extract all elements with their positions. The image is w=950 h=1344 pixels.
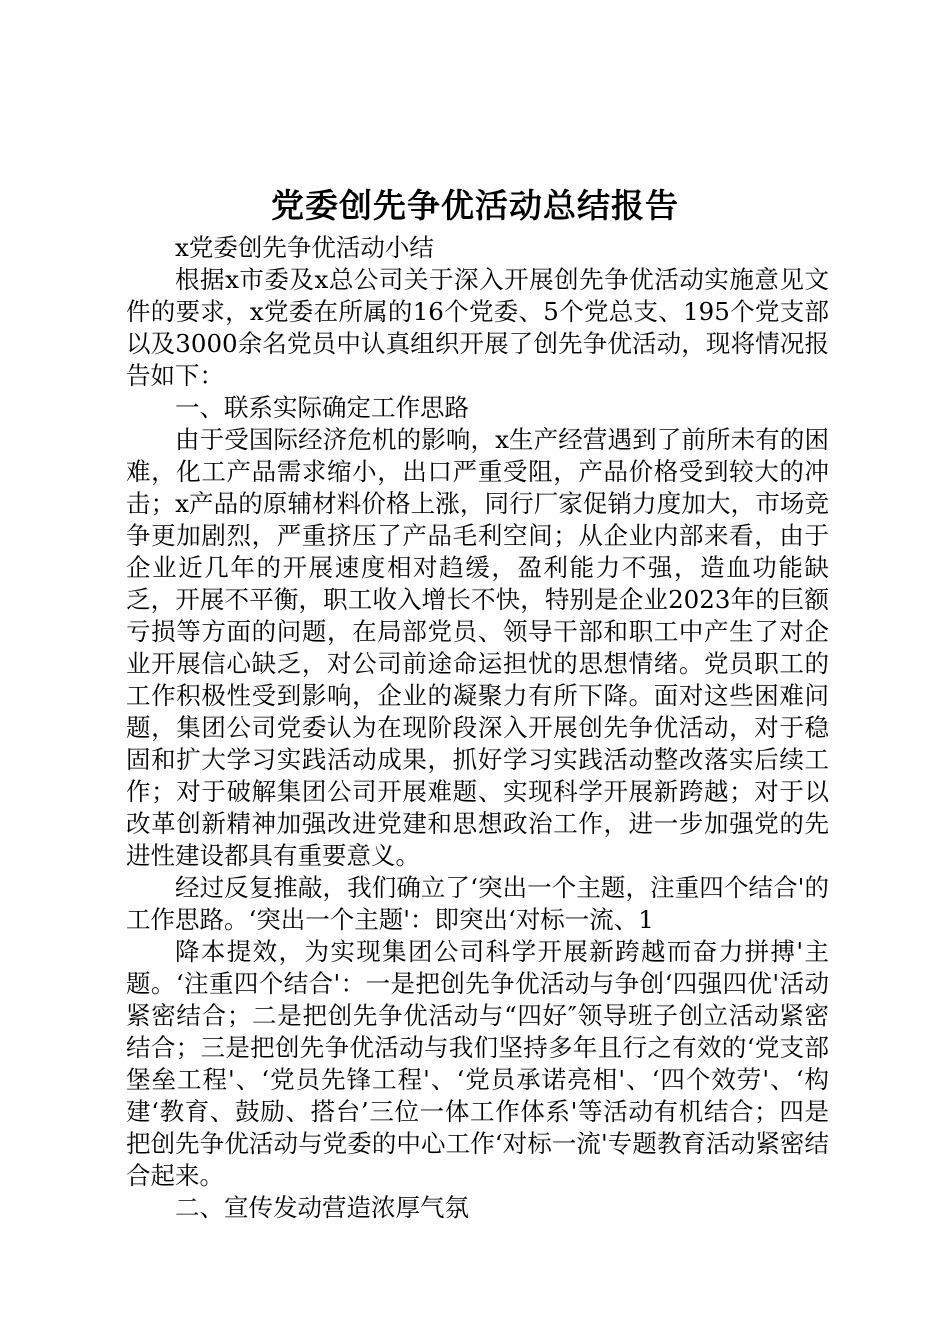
intro-paragraph: 根据x市委及x总公司关于深入开展创先争优活动实施意见文件的要求，x党委在所属的16个党委、5个党总支、195个党支部以及3000余名党员中认真组织开展了创先争优活动，现将情况报告如下： [126, 265, 829, 390]
section-heading-1: 一、联系实际确定工作思路 [175, 393, 469, 422]
document-body [126, 232, 829, 1224]
subtitle-paragraph: x党委创先争优活动小结 [175, 233, 434, 262]
body-paragraph: 由于受国际经济危机的影响，x生产经营遇到了前所未有的困难，化工产品需求缩小，出口严重受阻，产品价格受到较大的冲击；x产品的原辅材料价格上涨，同行厂家促销力度加大，市场竞争更加剧烈，严重挤压了产品毛利空间；从企业内部来看，由于企业近几年的开展速度相对趋缓，盈利能力不强，造血功能缺乏，开展不平衡，职工收入增长不快，特别是企业2023年的巨额亏损等方面的问题，在局部党员、领导干部和职工中产生了对企业开展信心缺乏，对公司前途命运担忧的思想情绪。党员职工的工作积极性受到影响，企业的凝聚力有所下降。面对这些困难问题，集团公司党委认为在现阶段深入开展创先争优活动，对于稳固和扩大学习实践活动成果，抓好学习实践活动整改落实后续工作；对于破解集团公司开展难题、实现科学开展新跨越；对于以改革创新精神加强改进党建和思想政治工作，进一步加强党的先进性建设都具有重要意义。 [126, 425, 829, 870]
section-heading-2: 二、宣传发动营造浓厚气氛 [175, 1193, 469, 1222]
body-paragraph: 经过反复推敲，我们确立了‘突出一个主题，注重四个结合'的工作思路。‘突出一个主题'：即突出‘对标一流、1 [126, 873, 829, 934]
document-title: 党委创先争优活动总结报告 [271, 186, 679, 225]
body-paragraph: 降本提效，为实现集团公司科学开展新跨越而奋力拼搏'主题。‘注重四个结合'：一是把创先争优活动与争创‘四强四优'活动紧密结合；二是把创先争优活动与“四好″领导班子创立活动紧密结合；三是把创先争优活动与我们坚持多年且行之有效的‘党支部堡垒工程'、‘党员先锋工程'、‘党员承诺亮相'、‘四个效劳'、‘构建‘教育、鼓励、搭台’三位一体工作体系'等活动有机结合；四是把创先争优活动与党委的中心工作‘对标一流'专题教育活动紧密结合起来。 [126, 937, 829, 1190]
